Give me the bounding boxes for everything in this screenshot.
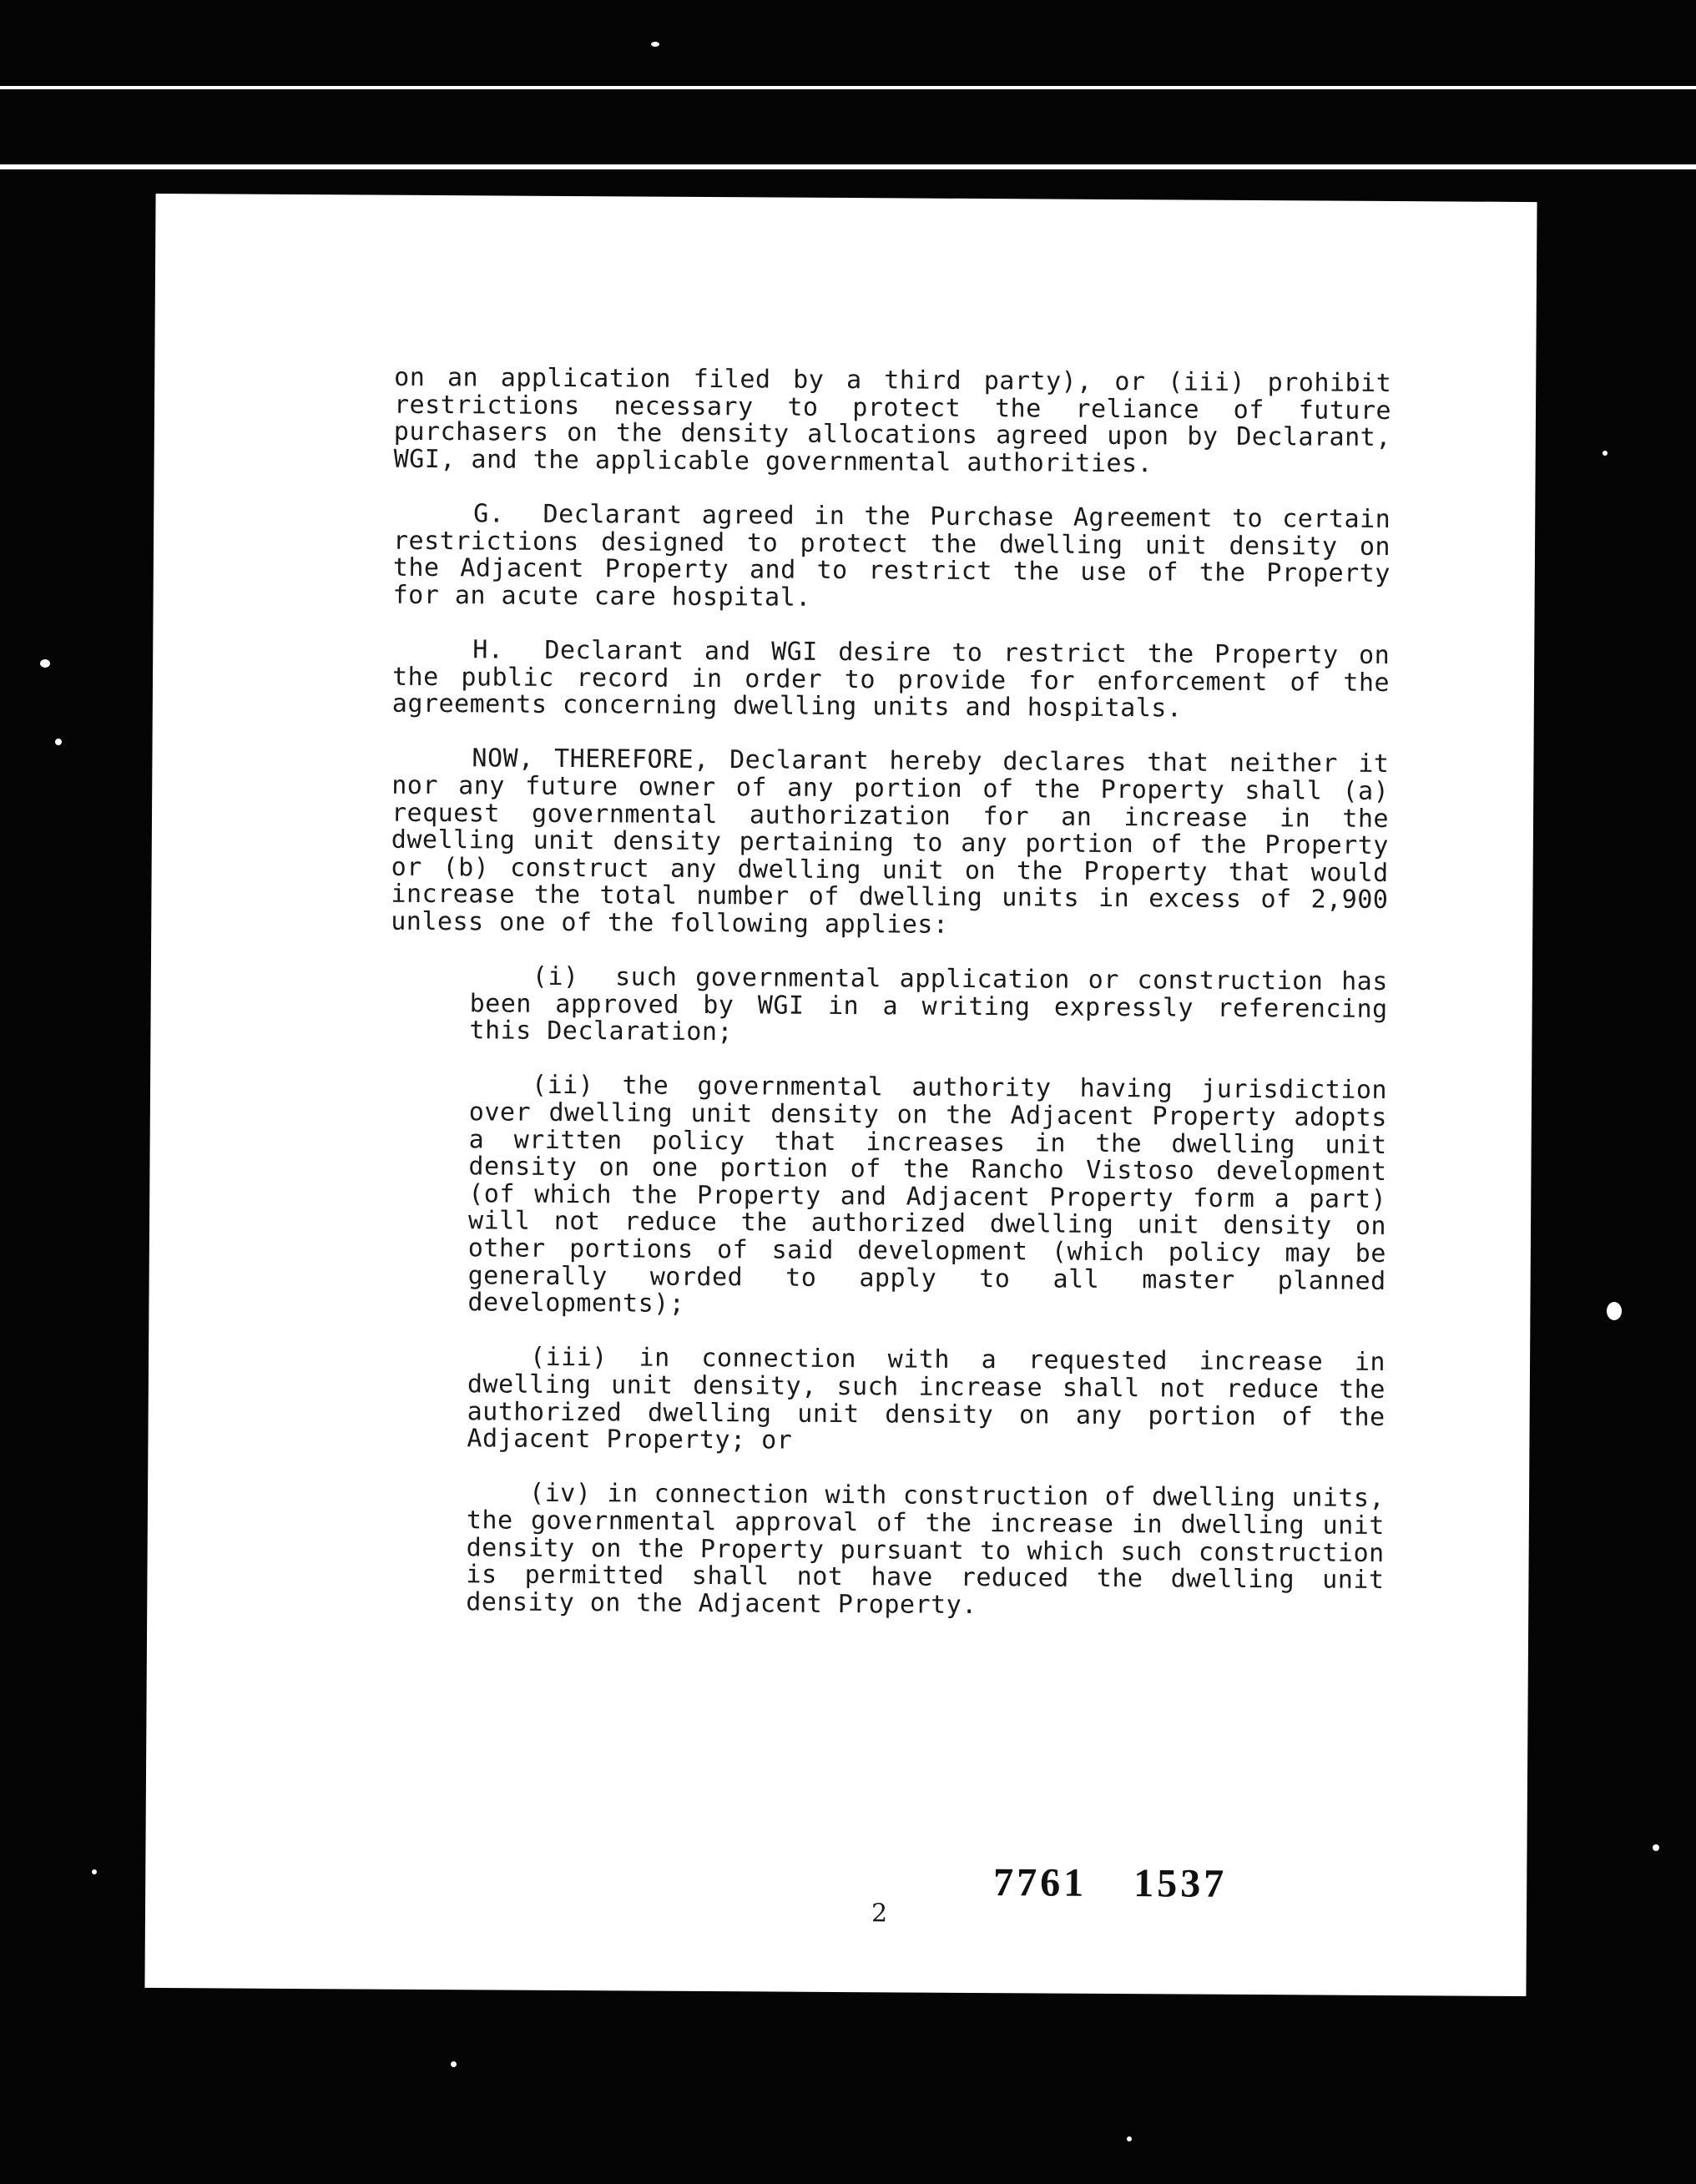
document-body — [386, 362, 1407, 1649]
noise-speck — [451, 2061, 457, 2067]
subclause-i: (i) such governmental application or construction has been approved by WGI in a writing expressly referencing this Declaration; — [469, 961, 1404, 1047]
paragraph-g: G. Declarant agreed in the Purchase Agreement to certain restrictions designed to protect the dwelling unit density on the Adjacent Property and to restrict the use of the Property for an acute care hospital. — [392, 499, 1406, 613]
page-number: 2 — [871, 1899, 888, 1929]
recording-stamp — [993, 1859, 1227, 1907]
noise-speck — [55, 739, 62, 745]
document-page — [144, 194, 1537, 1996]
noise-speck — [1607, 1302, 1622, 1320]
noise-speck — [1653, 1844, 1659, 1851]
noise-speck — [40, 659, 50, 668]
paragraph-h: H. Declarant and WGI desire to restrict the Property on the public record in order to provide for enforcement of the agreements concerning dwelling units and hospitals. — [391, 635, 1406, 724]
subclause-iv: (iv) in connection with construction of dwelling units, the governmental approval of the increase in dwelling unit density on the Property pursuant to which such construction is permitted shall not have reduced the dwelling unit density on the Adjacent Property. — [466, 1479, 1401, 1620]
subclause-ii: (ii) the governmental authority having jurisdiction over dwelling unit density on the Adjacent Property adopts a written policy that increases in the dwelling unit density on one portion of the Rancho Vistoso development (of which the Property and Adjacent Property form a part) will not reduce the authorized dwelling unit density on other portions of said development (which policy may be generally worded to apply to all master planned developments); — [467, 1071, 1403, 1319]
paragraph-continuation: on an application filed by a third party), or (iii) prohibit restrictions necessary to protect the reliance of future purchasers on the density allocations agreed upon by Declarant, WGI, and the applicable governmental authorities. — [393, 362, 1407, 479]
recording-book-number: 7761 — [993, 1860, 1088, 1905]
paragraph-now-therefore: NOW, THEREFORE, Declarant hereby declares that neither it nor any future owner of any portion of the Property shall (a) request governmental authorization for an increase in the dwelling unit density pertaining to any portion of the Property or (b) construct any dwelling unit on the Property that would increase the total number of dwelling units in excess of 2,900 unless one of the following applies: — [391, 744, 1406, 940]
noise-speck — [92, 1869, 97, 1874]
subclause-iii: (iii) in connection with a requested increase in dwelling unit density, such increase shall not reduce the authorized dwelling unit density on any portion of the Adjacent Property; or — [467, 1343, 1401, 1455]
scanner-edge-line-bottom — [0, 164, 1696, 169]
noise-speck — [651, 42, 659, 47]
scanner-edge-line-top — [0, 86, 1696, 89]
recording-page-number: 1537 — [1133, 1861, 1228, 1906]
noise-speck — [1127, 2136, 1132, 2141]
noise-speck — [1603, 451, 1608, 456]
